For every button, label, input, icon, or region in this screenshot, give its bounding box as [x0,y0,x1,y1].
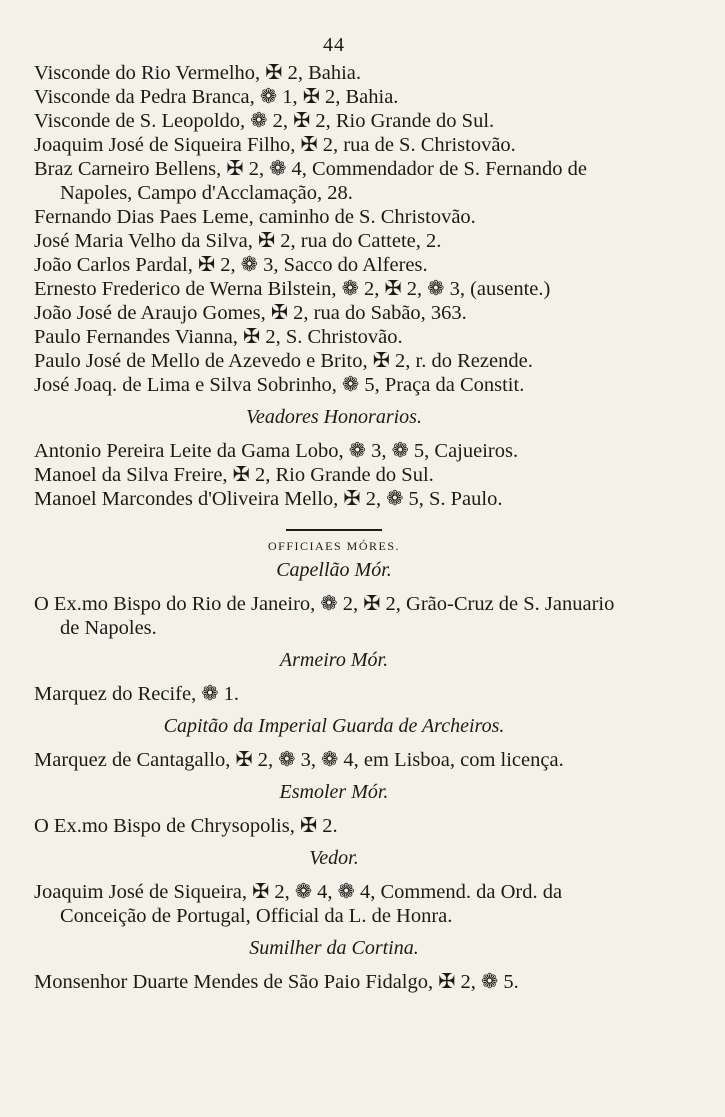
entry-list-esmoler [34,814,634,838]
section-title: OFFICIAES MÓRES. [267,539,401,553]
entry-list-armeiro [34,682,634,706]
list-item: Marquez do Recife, ❁ 1. [34,683,240,705]
heading-veadores-honorarios: Veadores Honorarios. [246,406,422,428]
list-item: O Ex.mo Bispo do Rio de Janeiro, ❁ 2, ✠ 2, Grão-Cruz de S. Januario de Napoles. [34,593,620,639]
list-item: Braz Carneiro Bellens, ✠ 2, ❁ 4, Commendador de S. Fernando de Napoles, Campo d'Acclamação, 28. [34,158,593,204]
list-item: O Ex.mo Bispo de Chrysopolis, ✠ 2. [34,815,338,837]
list-item: Visconde de S. Leopoldo, ❁ 2, ✠ 2, Rio Grande do Sul. [34,110,495,132]
heading-sumilher-cortina: Sumilher da Cortina. [249,937,419,959]
entry-list-veadores [34,439,634,511]
list-item: Joaquim José de Siqueira Filho, ✠ 2, rua de S. Christovão. [34,134,516,156]
list-item: Visconde do Rio Vermelho, ✠ 2, Bahia. [34,62,362,84]
list-item: Manoel Marcondes d'Oliveira Mello, ✠ 2, ❁ 5, S. Paulo. [34,488,503,510]
list-item: Fernando Dias Paes Leme, caminho de S. Christovão. [34,206,476,228]
list-item: João José de Araujo Gomes, ✠ 2, rua do Sabão, 363. [34,302,467,324]
entry-list-capitao [34,748,634,772]
heading-capellao-mor: Capellão Mór. [276,559,392,581]
book-page [34,34,634,998]
list-item: Paulo José de Mello de Azevedo e Brito, ✠ 2, r. do Rezende. [34,350,533,372]
entry-list-main [34,61,634,397]
page-number: 44 [323,34,345,56]
list-item: Paulo Fernandes Vianna, ✠ 2, S. Christovão. [34,326,403,348]
heading-capitao-guarda: Capitão da Imperial Guarda de Archeiros. [163,715,505,737]
entry-list-vedor [34,880,634,928]
heading-armeiro-mor: Armeiro Mór. [279,649,389,671]
entry-list-capellao [34,592,634,640]
list-item: José Joaq. de Lima e Silva Sobrinho, ❁ 5, Praça da Constit. [34,374,525,396]
list-item: Ernesto Frederico de Werna Bilstein, ❁ 2, ✠ 2, ❁ 3, (ausente.) [34,278,551,300]
list-item: Manoel da Silva Freire, ✠ 2, Rio Grande do Sul. [34,464,434,486]
list-item: Monsenhor Duarte Mendes de São Paio Fidalgo, ✠ 2, ❁ 5. [34,971,519,993]
list-item: Joaquim José de Siqueira, ✠ 2, ❁ 4, ❁ 4, Commend. da Ord. da Conceição de Portugal, Official da L. de Honra. [34,881,568,927]
list-item: José Maria Velho da Silva, ✠ 2, rua do Cattete, 2. [34,230,442,252]
entry-list-sumilher [34,970,634,994]
heading-esmoler-mor: Esmoler Mór. [279,781,389,803]
heading-vedor: Vedor. [309,847,359,869]
section-divider [286,529,382,531]
list-item: Marquez de Cantagallo, ✠ 2, ❁ 3, ❁ 4, em Lisboa, com licença. [34,749,564,771]
list-item: Visconde da Pedra Branca, ❁ 1, ✠ 2, Bahia. [34,86,399,108]
list-item: Antonio Pereira Leite da Gama Lobo, ❁ 3, ❁ 5, Cajueiros. [34,440,519,462]
list-item: João Carlos Pardal, ✠ 2, ❁ 3, Sacco do Alferes. [34,254,428,276]
